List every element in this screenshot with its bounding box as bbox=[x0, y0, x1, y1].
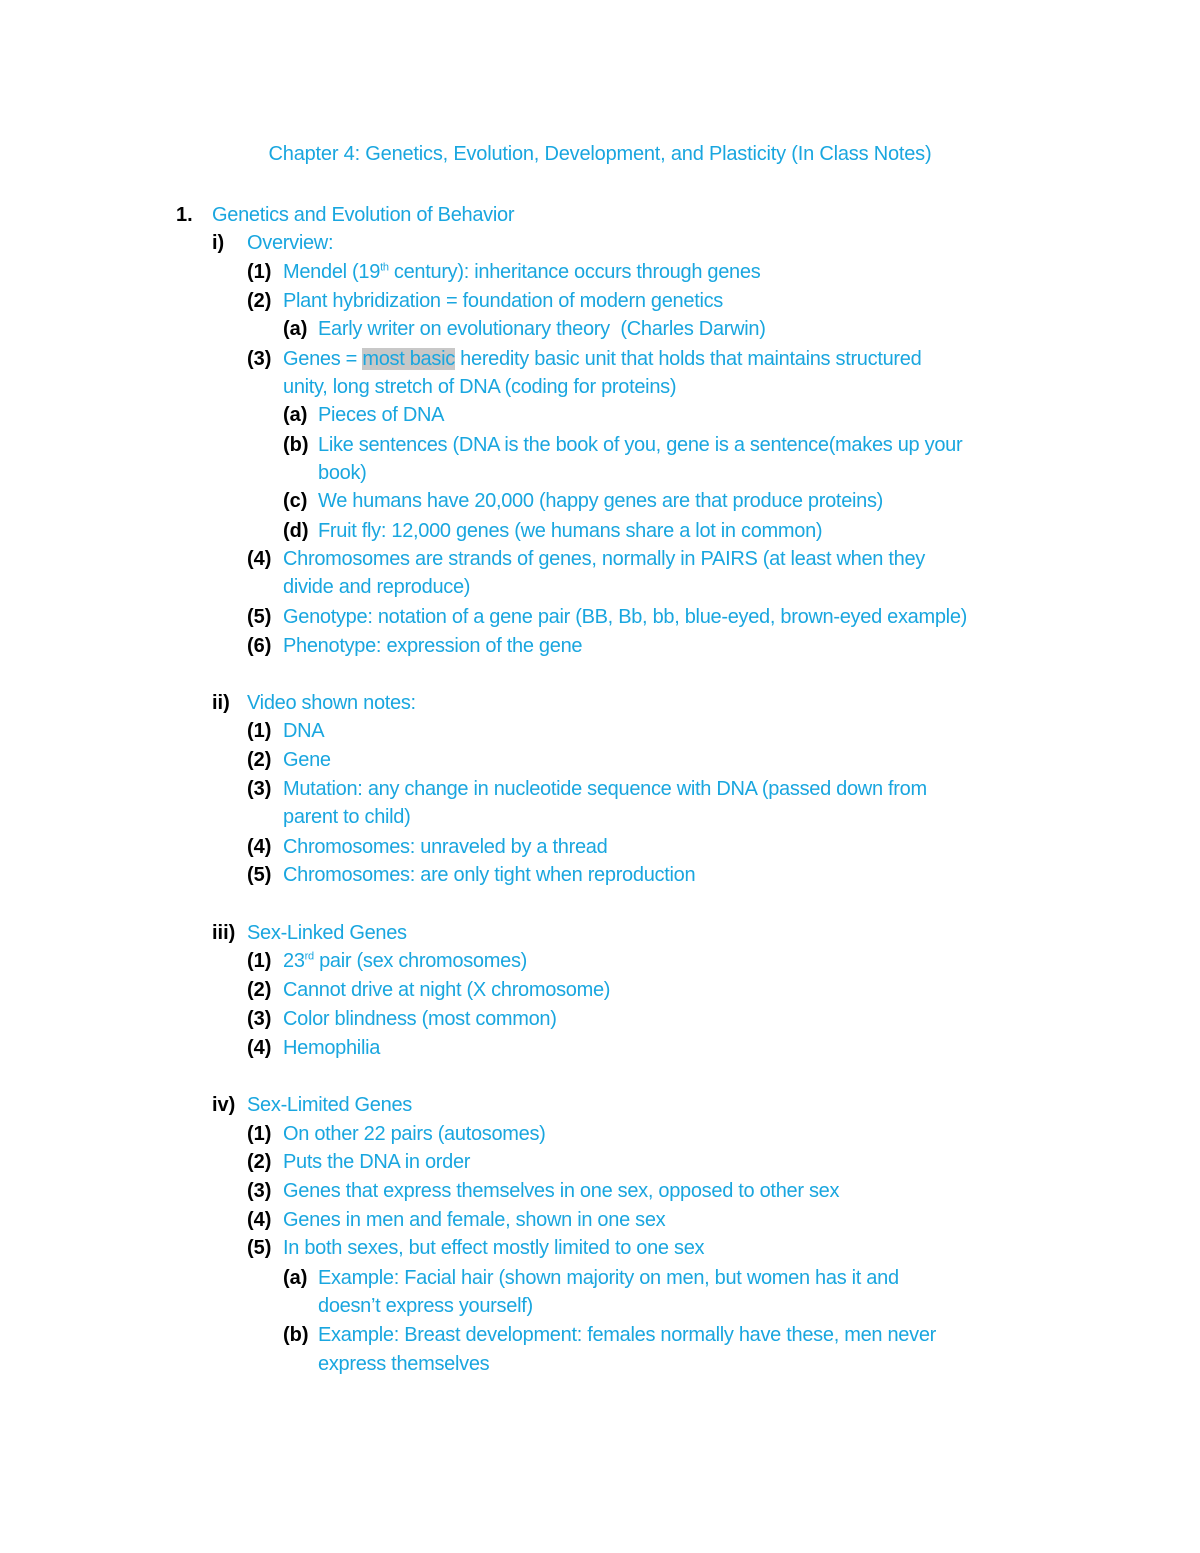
list-item: Hemophilia bbox=[283, 1037, 381, 1059]
list-marker: (1) bbox=[247, 261, 272, 283]
list-item: Chromosomes: unraveled by a thread bbox=[283, 836, 608, 858]
list-item: Phenotype: expression of the gene bbox=[283, 635, 583, 657]
list-marker: (1) bbox=[247, 950, 272, 972]
list-item-continuation: divide and reproduce) bbox=[283, 576, 471, 598]
list-item: Genes that express themselves in one sex, opposed to other sex bbox=[283, 1180, 840, 1202]
list-marker: (2) bbox=[247, 979, 272, 1001]
highlighted-text: most basic bbox=[362, 348, 455, 370]
list-marker: (b) bbox=[283, 434, 309, 456]
list-marker: (a) bbox=[283, 404, 308, 426]
subsection-heading: Sex-Linked Genes bbox=[247, 922, 407, 944]
list-item: Example: Facial hair (shown majority on men, but women has it and bbox=[318, 1267, 899, 1289]
list-item: Plant hybridization = foundation of modern genetics bbox=[283, 290, 723, 312]
section-heading: Genetics and Evolution of Behavior bbox=[212, 204, 515, 226]
list-marker: (6) bbox=[247, 635, 272, 657]
list-item: On other 22 pairs (autosomes) bbox=[283, 1123, 546, 1145]
list-marker: (a) bbox=[283, 318, 308, 340]
list-marker: (3) bbox=[247, 348, 272, 370]
list-item: Fruit fly: 12,000 genes (we humans share a lot in common) bbox=[318, 520, 823, 542]
list-marker: (4) bbox=[247, 1037, 272, 1059]
subsection-marker: iv) bbox=[212, 1094, 236, 1116]
list-item-continuation: express themselves bbox=[318, 1353, 490, 1375]
list-marker: (b) bbox=[283, 1324, 309, 1346]
list-marker: (2) bbox=[247, 290, 272, 312]
subsection-marker: iii) bbox=[212, 922, 236, 944]
list-marker: (5) bbox=[247, 606, 272, 628]
list-marker: (c) bbox=[283, 490, 308, 512]
list-item: Genes in men and female, shown in one sex bbox=[283, 1209, 666, 1231]
subsection-marker: i) bbox=[212, 232, 225, 254]
list-item-continuation: parent to child) bbox=[283, 806, 411, 828]
list-marker: (5) bbox=[247, 864, 272, 886]
list-item: Example: Breast development: females normally have these, men never bbox=[318, 1324, 936, 1346]
list-item: Color blindness (most common) bbox=[283, 1008, 557, 1030]
subsection-heading: Overview: bbox=[247, 232, 334, 254]
list-marker: (1) bbox=[247, 720, 272, 742]
list-item: Like sentences (DNA is the book of you, gene is a sentence(makes up your bbox=[318, 434, 963, 456]
list-marker: (3) bbox=[247, 778, 272, 800]
list-marker: (2) bbox=[247, 749, 272, 771]
list-item: Gene bbox=[283, 749, 331, 771]
list-item-continuation: unity, long stretch of DNA (coding for proteins) bbox=[283, 376, 677, 398]
subsection-marker: ii) bbox=[212, 692, 230, 714]
list-marker: (4) bbox=[247, 548, 272, 570]
subsection-heading: Sex-Limited Genes bbox=[247, 1094, 412, 1116]
list-item-continuation: book) bbox=[318, 462, 367, 484]
list-item: Puts the DNA in order bbox=[283, 1151, 471, 1173]
list-item: Pieces of DNA bbox=[318, 404, 445, 426]
list-item: Mutation: any change in nucleotide sequence with DNA (passed down from bbox=[283, 778, 927, 800]
list-item: Genotype: notation of a gene pair (BB, Bb, bb, blue-eyed, brown-eyed example) bbox=[283, 606, 968, 628]
subsection-heading: Video shown notes: bbox=[247, 692, 416, 714]
list-marker: (1) bbox=[247, 1123, 272, 1145]
list-item: Cannot drive at night (X chromosome) bbox=[283, 979, 611, 1001]
page-title: Chapter 4: Genetics, Evolution, Development, and Plasticity (In Class Notes) bbox=[268, 143, 932, 165]
list-marker: (3) bbox=[247, 1008, 272, 1030]
list-marker: (3) bbox=[247, 1180, 272, 1202]
list-marker: (d) bbox=[283, 520, 309, 542]
list-item-continuation: doesn’t express yourself) bbox=[318, 1295, 533, 1317]
list-marker: (5) bbox=[247, 1237, 272, 1259]
section-number: 1. bbox=[176, 204, 193, 226]
list-marker: (4) bbox=[247, 1209, 272, 1231]
list-item: Genes = most basic heredity basic unit that holds that maintains structured bbox=[283, 348, 922, 370]
list-item: DNA bbox=[283, 720, 325, 742]
list-marker: (a) bbox=[283, 1267, 308, 1289]
list-item: In both sexes, but effect mostly limited to one sex bbox=[283, 1237, 705, 1259]
list-item: Chromosomes are strands of genes, normally in PAIRS (at least when they bbox=[283, 548, 925, 570]
list-item: Chromosomes: are only tight when reproduction bbox=[283, 864, 696, 886]
list-item: Early writer on evolutionary theory (Charles Darwin) bbox=[318, 318, 766, 340]
list-item: 23rd pair (sex chromosomes) bbox=[283, 950, 528, 972]
list-marker: (2) bbox=[247, 1151, 272, 1173]
list-item: We humans have 20,000 (happy genes are that produce proteins) bbox=[318, 490, 884, 512]
list-marker: (4) bbox=[247, 836, 272, 858]
list-item: Mendel (19th century): inheritance occurs through genes bbox=[283, 261, 761, 283]
